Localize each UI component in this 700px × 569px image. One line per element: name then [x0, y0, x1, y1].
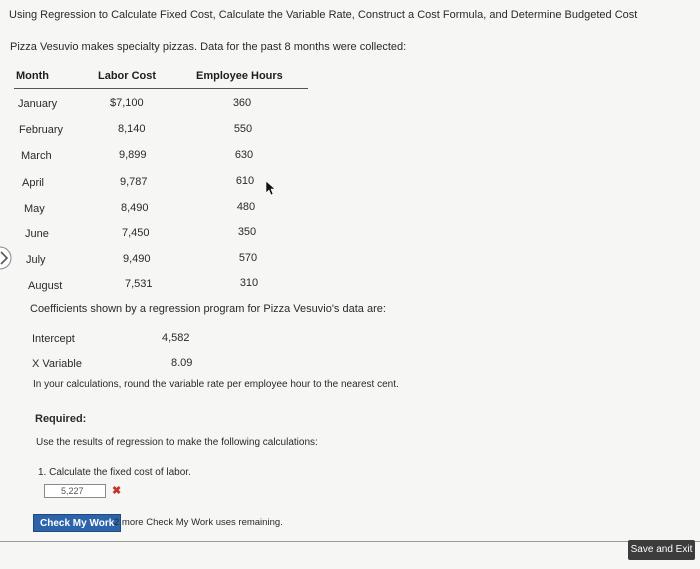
question-1: 1. Calculate the fixed cost of labor.	[38, 467, 191, 478]
table-header-rule	[14, 88, 308, 89]
cell-hours: 610	[235, 175, 255, 187]
x-variable-label: X Variable	[32, 358, 82, 370]
cell-hours: 480	[236, 201, 256, 213]
header-labor-cost: Labor Cost	[98, 70, 157, 82]
cell-labor-cost: 7,450	[122, 227, 150, 239]
required-label: Required:	[35, 413, 87, 425]
cell-month: March	[21, 150, 52, 162]
mouse-cursor-icon	[265, 180, 277, 196]
instructions-text: Use the results of regression to make the following calculations:	[36, 437, 318, 448]
cell-labor-cost: 8,490	[121, 202, 149, 214]
cell-labor-cost: 8,140	[118, 123, 146, 135]
x-variable-value: 8.09	[171, 357, 193, 369]
rounding-note: In your calculations, round the variable rate per employee hour to the nearest cent.	[33, 379, 399, 390]
cell-labor-cost: 9,490	[123, 253, 151, 265]
cell-labor-cost: 7,531	[125, 278, 153, 290]
cell-month: January	[18, 98, 58, 110]
cell-labor-cost: $7,100	[110, 97, 144, 109]
cell-month: April	[22, 177, 45, 189]
fixed-cost-answer-input[interactable]: 5,227	[44, 484, 106, 498]
intercept-value: 4,582	[162, 332, 190, 344]
cell-labor-cost: 9,899	[119, 149, 147, 161]
cell-hours: 310	[239, 277, 259, 289]
cell-month: February	[19, 124, 64, 136]
cell-hours: 360	[232, 97, 252, 109]
cell-labor-cost: 9,787	[120, 176, 148, 188]
cell-month: June	[25, 228, 49, 240]
coefficients-text: Coefficients shown by a regression program for Pizza Vesuvio's data are:	[30, 303, 386, 315]
intro-text: Pizza Vesuvio makes specialty pizzas. Data for the past 8 months were collected:	[10, 41, 407, 53]
cell-hours: 630	[234, 149, 254, 161]
footer-divider	[0, 541, 700, 542]
cell-month: July	[26, 254, 46, 266]
chevron-right-icon[interactable]	[0, 246, 14, 270]
cell-hours: 570	[238, 252, 258, 264]
cell-hours: 350	[237, 226, 257, 238]
header-employee-hours: Employee Hours	[196, 70, 283, 82]
save-and-exit-button[interactable]: Save and Exit	[628, 540, 695, 560]
header-month: Month	[16, 70, 49, 82]
cell-month: August	[28, 280, 63, 292]
incorrect-x-icon: ✖	[112, 485, 122, 497]
page-title: Using Regression to Calculate Fixed Cost, Calculate the Variable Rate, Construct a Cost Formula, and Determine Budgeted Cost	[9, 9, 638, 21]
check-my-work-button[interactable]: Check My Work	[33, 514, 121, 532]
cell-month: May	[24, 203, 45, 215]
intercept-label: Intercept	[32, 333, 75, 345]
cell-hours: 550	[233, 123, 253, 135]
check-remaining-text: 2 more Check My Work uses remaining.	[114, 517, 283, 528]
